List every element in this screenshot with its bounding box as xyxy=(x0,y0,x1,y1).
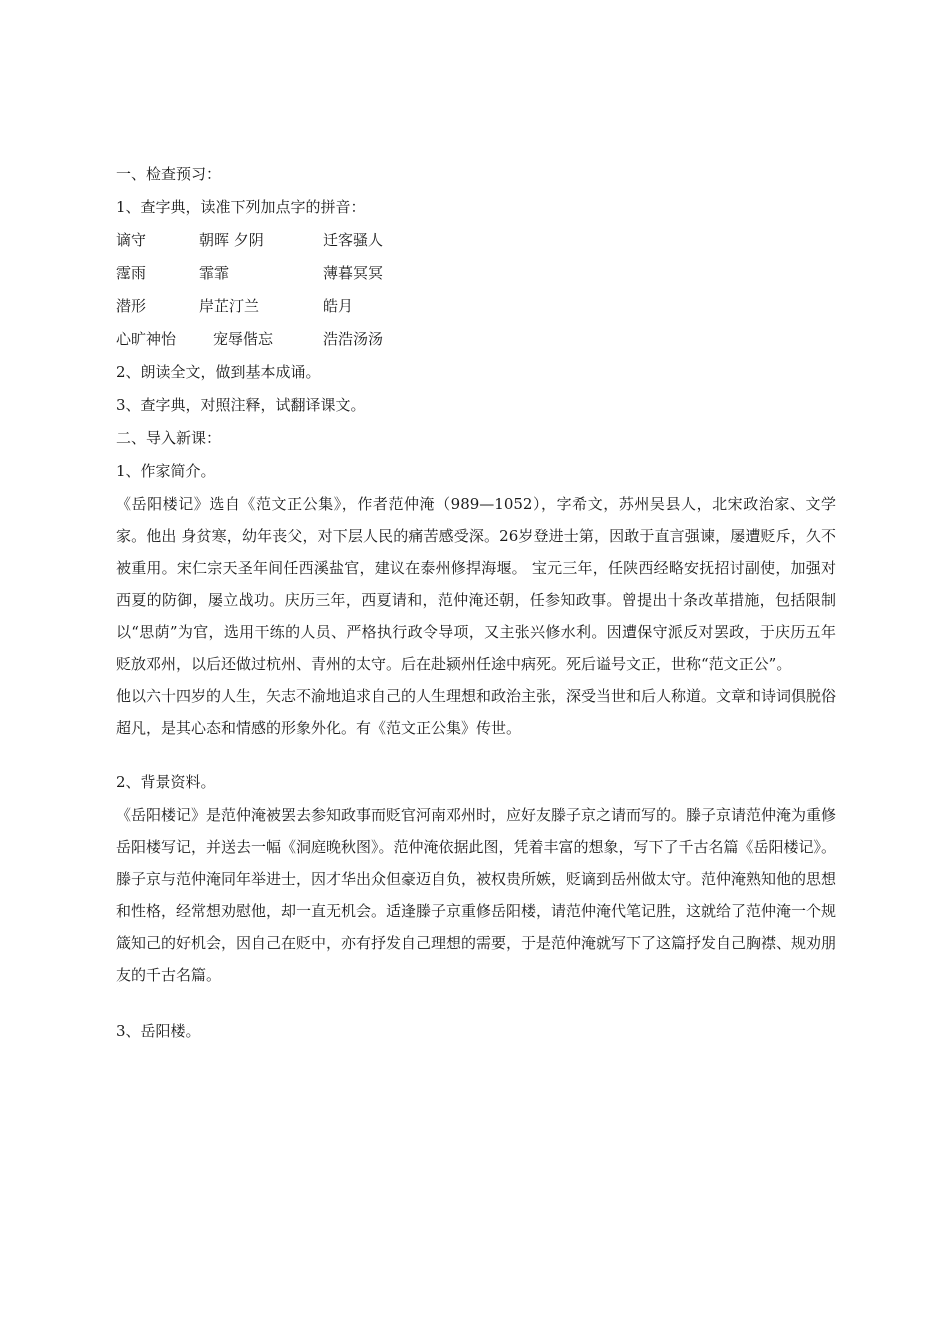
vocab-word: 谪守 xyxy=(116,231,147,249)
section1-item3: 3、查字典，对照注释，试翻译课文。 xyxy=(116,396,366,414)
author-paragraph: 《岳阳楼记》选自《范文正公集》，作者范仲淹（989—1052），字希文，苏州吴县人，北宋政治家、文学家。他出 身贫寒，幼年丧父，对下层人民的痛苦感受深。26岁登进士第，因敢于直言强谏，屡遭贬斥，久不被重用。宋仁宗天圣年间任西溪盐官，建议在泰州修捍海堰。 宝元三年，任陕西经略安抚招讨副使，加强对西夏的防御，屡立战功。庆历三年，西夏请和，范仲淹还朝，任参知政事。曾提出十条改革措施，包括限制以“思荫”为官，选用干练的人员、严格执行政令导项，又主张兴修水利。因遭保守派反对罢政，于庆历五年贬放邓州，以后还做过杭州、青州的太守。后在赴颍州任途中病死。死后谥号文正，世称“范文正公”。 xyxy=(116,495,836,673)
document-body xyxy=(116,158,836,1048)
section2-heading: 二、导入新课： xyxy=(116,429,222,447)
vocab-word: 霏霏 xyxy=(199,264,230,282)
background-paragraph: 《岳阳楼记》是范仲淹被罢去参知政事而贬官河南邓州时，应好友滕子京之请而写的。滕子京请范仲淹为重修岳阳楼写记，并送去一幅《洞庭晚秋图》。范仲淹依据此图，凭着丰富的想象，写下了千古名篇《岳阳楼记》。滕子京与范仲淹同年举进士，因才华出众但豪迈自负，被权贵所嫉，贬谪到岳州做太守。范仲淹熟知他的思想和性格，经常想劝慰他，却一直无机会。适逢滕子京重修岳阳楼，请范仲淹代笔记胜，这就给了范仲淹一个规箴知己的好机会，因自己在贬中，亦有抒发自己理想的需要，于是范仲淹就写下了这篇抒发自己胸襟、规劝朋友的千古名篇。 xyxy=(116,806,837,984)
section1-item2: 2、朗读全文，做到基本成诵。 xyxy=(116,363,321,381)
vocab-word: 皓月 xyxy=(323,297,354,315)
vocab-word: 迁客骚人 xyxy=(323,231,384,249)
vocab-word: 岸芷汀兰 xyxy=(199,297,260,315)
vocab-table xyxy=(116,224,836,356)
vocab-row xyxy=(116,224,836,257)
vocab-word: 浩浩汤汤 xyxy=(323,330,384,348)
vocab-word: 宠辱偕忘 xyxy=(213,330,274,348)
spacer xyxy=(116,744,836,766)
spacer xyxy=(116,991,836,1015)
vocab-word: 霪雨 xyxy=(116,264,147,282)
vocab-word: 潜形 xyxy=(116,297,147,315)
vocab-word: 朝晖 夕阴 xyxy=(199,231,264,249)
author-heading: 1、作家简介。 xyxy=(116,462,216,480)
author-paragraph-2: 他以六十四岁的人生，矢志不渝地追求自己的人生理想和政治主张，深受当世和后人称道。文章和诗词俱脱俗超凡，是其心态和情感的形象外化。有《范文正公集》传世。 xyxy=(116,687,837,737)
background-heading: 2、背景资料。 xyxy=(116,773,216,791)
tower-heading: 3、岳阳楼。 xyxy=(116,1022,201,1040)
vocab-word: 薄暮冥冥 xyxy=(323,264,384,282)
section1-heading: 一、检查预习： xyxy=(116,165,222,183)
vocab-word: 心旷神怡 xyxy=(116,330,177,348)
section1-item1: 1、查字典，读准下列加点字的拼音： xyxy=(116,198,366,216)
vocab-row xyxy=(116,290,836,323)
vocab-row xyxy=(116,257,836,290)
vocab-row xyxy=(116,323,836,356)
